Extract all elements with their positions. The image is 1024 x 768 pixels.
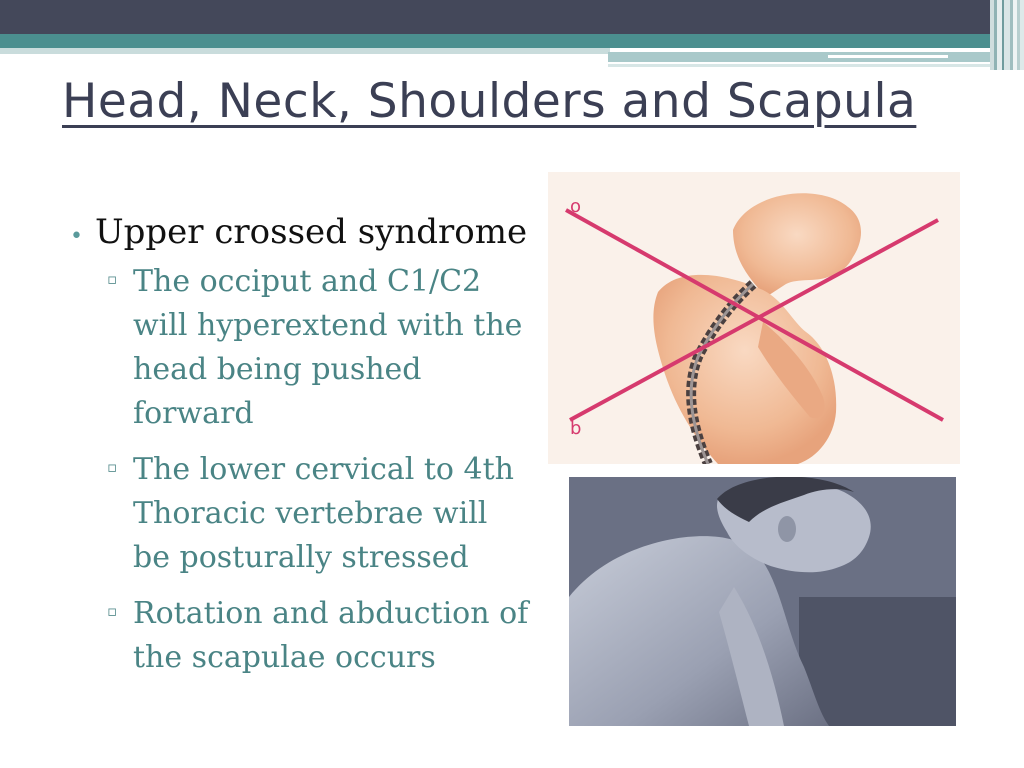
square-bullet-icon: ▫ bbox=[107, 270, 118, 288]
bullet-item bbox=[70, 212, 540, 252]
sub-bullet-item bbox=[107, 260, 540, 436]
posture-photo-svg bbox=[569, 477, 956, 726]
bullet-list bbox=[70, 212, 540, 692]
ear-shape bbox=[778, 516, 796, 542]
header-pale-line bbox=[828, 55, 948, 58]
sub-bullet-item bbox=[107, 448, 540, 580]
square-bullet-icon: ▫ bbox=[107, 458, 118, 476]
posture-photo-image bbox=[569, 477, 956, 726]
sub-bullet-text: Rotation and abduction of the scapulae occurs bbox=[133, 596, 529, 675]
header-pale-band-lower bbox=[608, 64, 1024, 67]
header-pale-band bbox=[0, 48, 610, 54]
sub-bullet-text: The lower cervical to 4th Thoracic vertebrae will be posturally stressed bbox=[133, 452, 514, 575]
bullet-text: Upper crossed syndrome bbox=[95, 212, 528, 252]
square-bullet-icon: ▫ bbox=[107, 602, 118, 620]
sub-bullet-item bbox=[107, 592, 540, 680]
header-dark-band bbox=[0, 0, 1024, 34]
bullet-dot-icon: • bbox=[70, 224, 83, 249]
header-vertical-stripes bbox=[990, 0, 1024, 70]
diagram-label-bottom: b bbox=[570, 418, 582, 439]
header-teal-band bbox=[0, 34, 1024, 48]
diagram-label-top: o bbox=[570, 196, 582, 217]
sub-bullet-text: The occiput and C1/C2 will hyperextend with the head being pushed forward bbox=[133, 264, 523, 431]
posture-diagram-svg bbox=[548, 172, 960, 464]
slide-title: Head, Neck, Shoulders and Scapula bbox=[62, 74, 917, 129]
header-pale-band-right bbox=[608, 52, 1024, 62]
posture-diagram-image bbox=[548, 172, 960, 464]
